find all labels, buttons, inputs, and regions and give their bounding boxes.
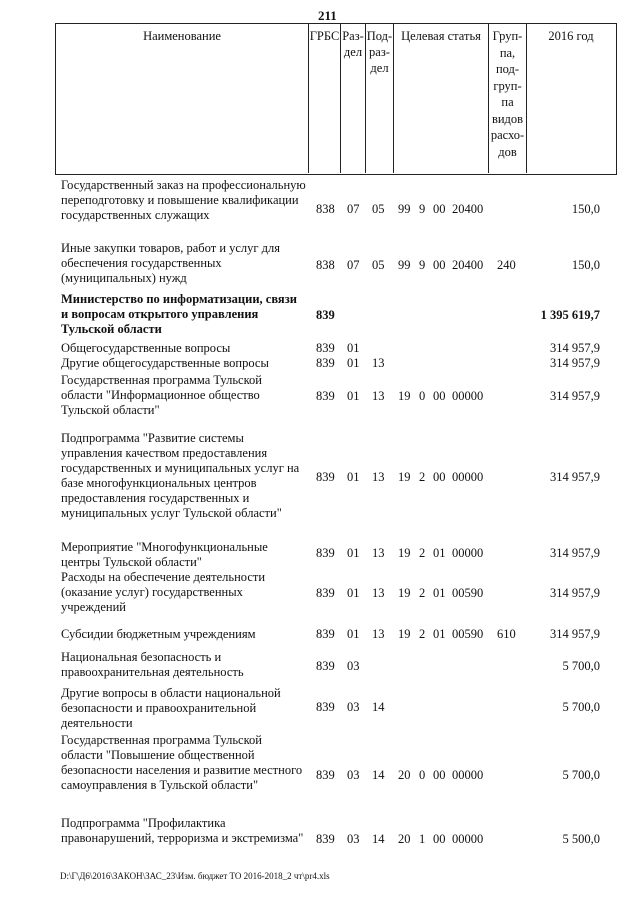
row-pr: 14 — [372, 768, 385, 782]
header-year: 2016 год — [548, 29, 594, 43]
row-grbs: 839 — [316, 470, 335, 484]
header-podrazdel: Под- раз- дел — [366, 29, 393, 75]
row-pr: 13 — [372, 546, 385, 560]
row-cs1: 19 — [398, 470, 411, 484]
row-cs2: 2 — [419, 627, 426, 641]
row-grbs: 839 — [316, 659, 335, 673]
row-name: Субсидии бюджетным учреждениям — [61, 627, 256, 641]
row-cs1: 19 — [398, 546, 411, 560]
row-amount: 314 957,9 — [550, 356, 600, 370]
row-vr: 610 — [497, 627, 516, 641]
row-pr: 14 — [372, 700, 385, 714]
row-cs3: 00 — [433, 258, 446, 272]
row-cs1: 19 — [398, 627, 411, 641]
header-name: Наименование — [143, 29, 221, 43]
row-rz: 01 — [347, 470, 360, 484]
row-amount: 314 957,9 — [550, 341, 600, 355]
header-divider — [393, 23, 394, 173]
row-pr: 05 — [372, 202, 385, 216]
row-grbs: 839 — [316, 341, 335, 355]
row-cs1: 99 — [398, 202, 411, 216]
row-cs4: 00000 — [452, 470, 484, 484]
row-name: Расходы на обеспечение деятельности (оказание услуг) государственных учреждений — [61, 570, 266, 614]
row-cs3: 00 — [433, 768, 446, 782]
row-grbs: 839 — [316, 389, 335, 403]
row-cs2: 0 — [419, 768, 426, 782]
row-grbs: 839 — [316, 768, 335, 782]
row-cs4: 00000 — [452, 832, 484, 846]
row-cs1: 19 — [398, 586, 411, 600]
row-rz: 01 — [347, 627, 360, 641]
row-amount: 5 700,0 — [562, 659, 600, 673]
row-name: Государственный заказ на профессиональную переподготовку и повышение квалификации государственных служащих — [61, 178, 306, 222]
row-amount: 314 957,9 — [550, 470, 600, 484]
row-amount: 1 395 619,7 — [540, 308, 600, 322]
row-cs3: 00 — [433, 832, 446, 846]
row-rz: 03 — [347, 659, 360, 673]
row-rz: 01 — [347, 356, 360, 370]
row-cs4: 20400 — [452, 258, 484, 272]
row-pr: 14 — [372, 832, 385, 846]
footer-path: D:\Г\Д6\2016\ЗАКОН\ЗАС_23\Изм. бюджет ТО 2016-2018_2 чт\pr4.xls — [60, 871, 330, 881]
row-rz: 07 — [347, 258, 360, 272]
row-pr: 13 — [372, 389, 385, 403]
row-cs2: 1 — [419, 832, 426, 846]
row-name: Национальная безопасность и правоохранительная деятельность — [61, 650, 244, 679]
row-grbs: 839 — [316, 700, 335, 714]
row-amount: 314 957,9 — [550, 627, 600, 641]
row-cs2: 2 — [419, 586, 426, 600]
row-name: Государственная программа Тульской области "Информационное общество Тульской области" — [61, 373, 262, 417]
row-cs2: 9 — [419, 258, 426, 272]
row-rz: 01 — [347, 389, 360, 403]
row-pr: 05 — [372, 258, 385, 272]
row-name: Мероприятие "Многофункциональные центры Тульской области" — [61, 540, 268, 569]
row-grbs: 839 — [316, 356, 335, 370]
row-name: Другие общегосударственные вопросы — [61, 356, 269, 370]
row-cs1: 99 — [398, 258, 411, 272]
row-vr: 240 — [497, 258, 516, 272]
row-cs4: 00000 — [452, 546, 484, 560]
row-cs3: 01 — [433, 586, 446, 600]
page-number: 211 — [318, 8, 337, 23]
header-divider — [526, 23, 527, 173]
row-pr: 13 — [372, 586, 385, 600]
row-rz: 07 — [347, 202, 360, 216]
row-cs2: 0 — [419, 389, 426, 403]
row-grbs: 839 — [316, 546, 335, 560]
row-cs4: 20400 — [452, 202, 484, 216]
row-cs1: 20 — [398, 832, 411, 846]
row-grbs: 839 — [316, 586, 335, 600]
row-grbs: 839 — [316, 832, 335, 846]
row-pr: 13 — [372, 627, 385, 641]
row-amount: 150,0 — [571, 202, 600, 216]
row-amount: 314 957,9 — [550, 586, 600, 600]
header-grbs: ГРБС — [309, 29, 340, 43]
row-cs2: 2 — [419, 546, 426, 560]
row-amount: 5 500,0 — [562, 832, 600, 846]
row-grbs: 839 — [316, 308, 335, 322]
row-cs4: 00000 — [452, 389, 484, 403]
row-rz: 03 — [347, 768, 360, 782]
row-rz: 03 — [347, 700, 360, 714]
row-cs2: 2 — [419, 470, 426, 484]
row-name: Государственная программа Тульской области "Повышение общественной безопасности населения и развитие местного самоуправления в Тульской области" — [61, 733, 303, 792]
row-cs3: 00 — [433, 470, 446, 484]
row-name: Подпрограмма "Профилактика правонарушений, терроризма и экстремизма" — [61, 816, 304, 845]
row-cs3: 01 — [433, 546, 446, 560]
row-name: Общегосударственные вопросы — [61, 341, 231, 355]
row-name: Подпрограмма "Развитие системы управления качеством предоставления государственных и муниципальных услуг на базе многофункциональных центров предоставления государственных и муниципальных услуг Тульской области" — [61, 431, 300, 520]
row-cs1: 19 — [398, 389, 411, 403]
row-cs4: 00590 — [452, 627, 484, 641]
row-rz: 01 — [347, 546, 360, 560]
row-amount: 314 957,9 — [550, 389, 600, 403]
header-divider — [308, 23, 309, 173]
row-cs4: 00590 — [452, 586, 484, 600]
row-cs2: 9 — [419, 202, 426, 216]
row-grbs: 839 — [316, 627, 335, 641]
row-cs3: 00 — [433, 389, 446, 403]
row-rz: 03 — [347, 832, 360, 846]
row-cs3: 00 — [433, 202, 446, 216]
row-name: Министерство по информатизации, связи и вопросам открытого управления Тульской области — [61, 292, 297, 336]
row-cs3: 01 — [433, 627, 446, 641]
row-pr: 13 — [372, 470, 385, 484]
row-name: Иные закупки товаров, работ и услуг для обеспечения государственных (муниципальных) нужд — [61, 241, 281, 285]
header-razdel: Раз- дел — [342, 29, 364, 59]
row-pr: 13 — [372, 356, 385, 370]
row-cs1: 20 — [398, 768, 411, 782]
row-name: Другие вопросы в области национальной безопасности и правоохранительной деятельности — [61, 686, 281, 730]
row-amount: 150,0 — [571, 258, 600, 272]
row-grbs: 838 — [316, 258, 335, 272]
row-cs4: 00000 — [452, 768, 484, 782]
row-rz: 01 — [347, 586, 360, 600]
row-amount: 314 957,9 — [550, 546, 600, 560]
row-amount: 5 700,0 — [562, 768, 600, 782]
row-rz: 01 — [347, 341, 360, 355]
table-header — [55, 23, 617, 175]
row-amount: 5 700,0 — [562, 700, 600, 714]
header-celevaya: Целевая статья — [401, 29, 481, 43]
header-gruppa: Груп- па, под- груп- па видов расхо- дов — [490, 29, 525, 159]
row-grbs: 838 — [316, 202, 335, 216]
